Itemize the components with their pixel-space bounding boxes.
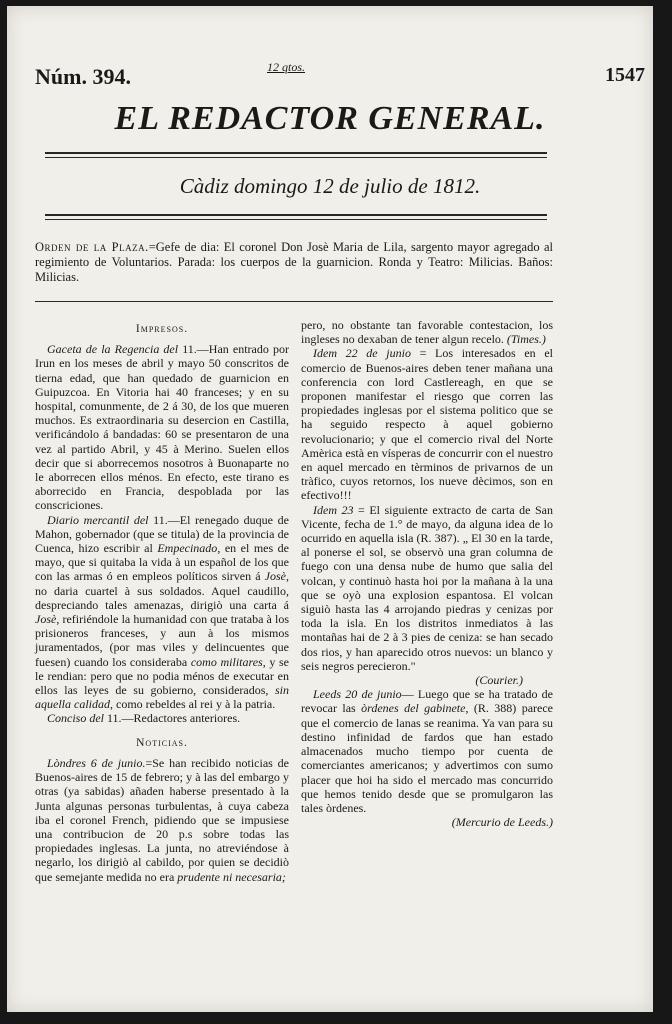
article-londres-cont — [301, 318, 553, 346]
article-idem-22 — [301, 346, 553, 502]
impresos-heading: Impresos. — [135, 323, 189, 335]
courier-source: (Courier.) — [475, 673, 523, 688]
article-source: Idem 23 — [313, 502, 354, 517]
dateline: Càdiz domingo 12 de julio de 1812. — [179, 174, 481, 198]
article-source: Idem 22 de junio — [313, 346, 411, 361]
section-divider — [35, 301, 553, 302]
article-emphasis: Josè — [35, 612, 57, 627]
newspaper-page — [7, 6, 653, 1012]
orden-text: =Gefe de dia: El coronel Don Josè Maria de Lila, sargento mayor agregado al regimiento de Voluntarios. Parada: los cuerpos de la guarnicion. Ronda y Teatro: Milicias. Baños: Milicias. — [35, 240, 553, 284]
article-leeds — [301, 687, 553, 815]
title-rule — [45, 152, 547, 158]
dateline-rule — [45, 214, 547, 220]
article-source: Conciso del — [47, 711, 104, 726]
article-idem-23 — [301, 503, 553, 673]
article-body: = El siguiente extracto de carta de San Vicente, fecha de 1.° de mayo, da alguna idea de lo ocurrido en aquella isla (R. 387). „ El 30 en la tarde, al ponerse el sol, se observò una gran columna de fuego con una densa nube de humo que salia del volcan, y continuò hasta hoi por la mañana à la una que se oyò una explosion espantosa. El volcan siguiò hasta las 4 arrojando piedras y cenizas por toda la isla. En los distritos inmediatos à las montañas hai de 2 à 3 pies de ceniza: se han secado dos rios, y han aparecido otros nuevos: un blanco y seis negros perecieron." — [301, 502, 553, 673]
article-body: pero, no obstante tan favorable contestacion, los ingleses no dexaban de tener algun recelo. — [301, 318, 553, 347]
article-body: 11.—El renegado duque de Mahon, gobernador (que se titula) de la provincia de Cuenca, hizo escribir al — [35, 512, 289, 556]
article-emphasis: Empecinado — [157, 541, 218, 556]
article-body: , no daria cuartel à sus soldados. Aquel caudillo, despreciando tales amenazas, dirigiò una carta á — [35, 569, 289, 612]
article-source: Gaceta de la Regencia del — [47, 342, 179, 357]
article-conciso — [35, 711, 289, 725]
mercurio-source: (Mercurio de Leeds.) — [451, 815, 553, 830]
left-column — [35, 318, 289, 884]
article-diario — [35, 513, 289, 712]
article-source: Leeds 20 de junio — [313, 687, 402, 702]
article-body: , como rebeldes al rei y à la patria. — [110, 697, 276, 712]
issue-number: Núm. 394. — [35, 64, 131, 89]
article-londres — [35, 756, 289, 884]
page-number: 1547 — [605, 64, 645, 86]
article-source: (Times.) — [506, 332, 546, 347]
article-body: =Se han recibido noticias de Buenos-aires de 15 de febrero; y à las del embargo y otras (ya sabidas) añaden haberse presentado à la Junta algunas personas turbulentas, à cuya cabeza iba el coronel French, pidiendo que se impusiese una contribucion de 20 p.s sobre todas las propiedades inglesas. La junta, no atreviéndose à negarlo, los dirigiò al cabildo, por quien se decidiò que semejante medida no era — [35, 755, 290, 884]
newspaper-title: EL REDACTOR GENERAL. — [114, 100, 546, 137]
noticias-heading: Noticias. — [136, 736, 188, 749]
article-body: = Los interesados en el comercio de Buenos-aires deben tener mañana una conferencia con lord Castlereagh, en que se proponen manifestar el riesgo que corren las propiedades inglesas por el sistema politico que se ha seguido respecto à aquel gobierno revolucionario; y que el comercio rival del Norte Amèrica està en vísperas de concurrir con el nuestro en aquel mercado en tèrminos de privarnos de un tràfico, cuyos retornos, los nueve dècimos, son en efectivo!!! — [301, 346, 553, 503]
article-body: , y se le rendian: pero que no podia ménos de executar en ellos las leyes de su gobierno, considerados, — [35, 654, 290, 698]
article-emphasis: Josè — [264, 569, 286, 584]
article-source: Diario mercantil del — [47, 512, 149, 527]
masthead-top-line — [35, 60, 645, 104]
article-emphasis: como militares — [190, 654, 263, 669]
article-emphasis: sin aquella calidad — [35, 683, 289, 712]
right-column — [301, 318, 553, 829]
article-source: Lòndres 6 de junio. — [47, 755, 146, 770]
article-body: , refiriéndole la humanidad con que trataba à los prisioneros franceses, y aun à los mismos juramentados, (por mas viles y delincuentes que fuesen) cuando los consideraba — [35, 612, 289, 669]
article-body: 11.—Redactores anteriores. — [104, 711, 241, 726]
article-gaceta — [35, 342, 289, 512]
article-body: — Luego que se ha tratado de revocar las — [301, 687, 553, 716]
handwritten-note: 12 qtos. — [267, 60, 306, 74]
article-body: , en el mes de mayo, que si quitaba la vida à un español de los que con las armas ó en empleos políticos sirven á — [35, 541, 289, 584]
article-body: , (R. 388) parece que el comercio de lanas se reanima. Ya van para su destino infinidad de fardos que han estado almacenados mucho tiempo por cuenta de comerciantes americanos; y advertimos con sumo placer que hoi ha sido el mercado mas concurrido que hemos tenido desde que se promulgaron las tales òrdenes. — [301, 701, 554, 815]
article-body: 11.—Han entrado por Irun en los meses de abril y mayo 50 conscritos de tierna edad, que han quedado de guarnicion en Guipuzcoa. En Vitoria hai 40 franceses; y en su hospital, comunmente, de 2 á 30, de los que mueren muchos. Es extraordinaria su desercion en Castilla, verificándolo á bandadas: 60 se presentaron de una vez al partido Abril, y 45 à Merino. Suelen ellos decir que si aborrecemos nosotros à Buonaparte no le aborrecen ellos ménos. En efecto, este tirano es aborrecido en Francia, despoblada por las conscriciones. — [35, 342, 289, 513]
orden-de-la-plaza — [35, 240, 553, 285]
article-emphasis: òrdenes del gabinete — [361, 701, 466, 716]
article-emphasis: prudente ni necesaria; — [177, 869, 286, 884]
orden-label: Orden de la Plaza. — [35, 240, 149, 254]
